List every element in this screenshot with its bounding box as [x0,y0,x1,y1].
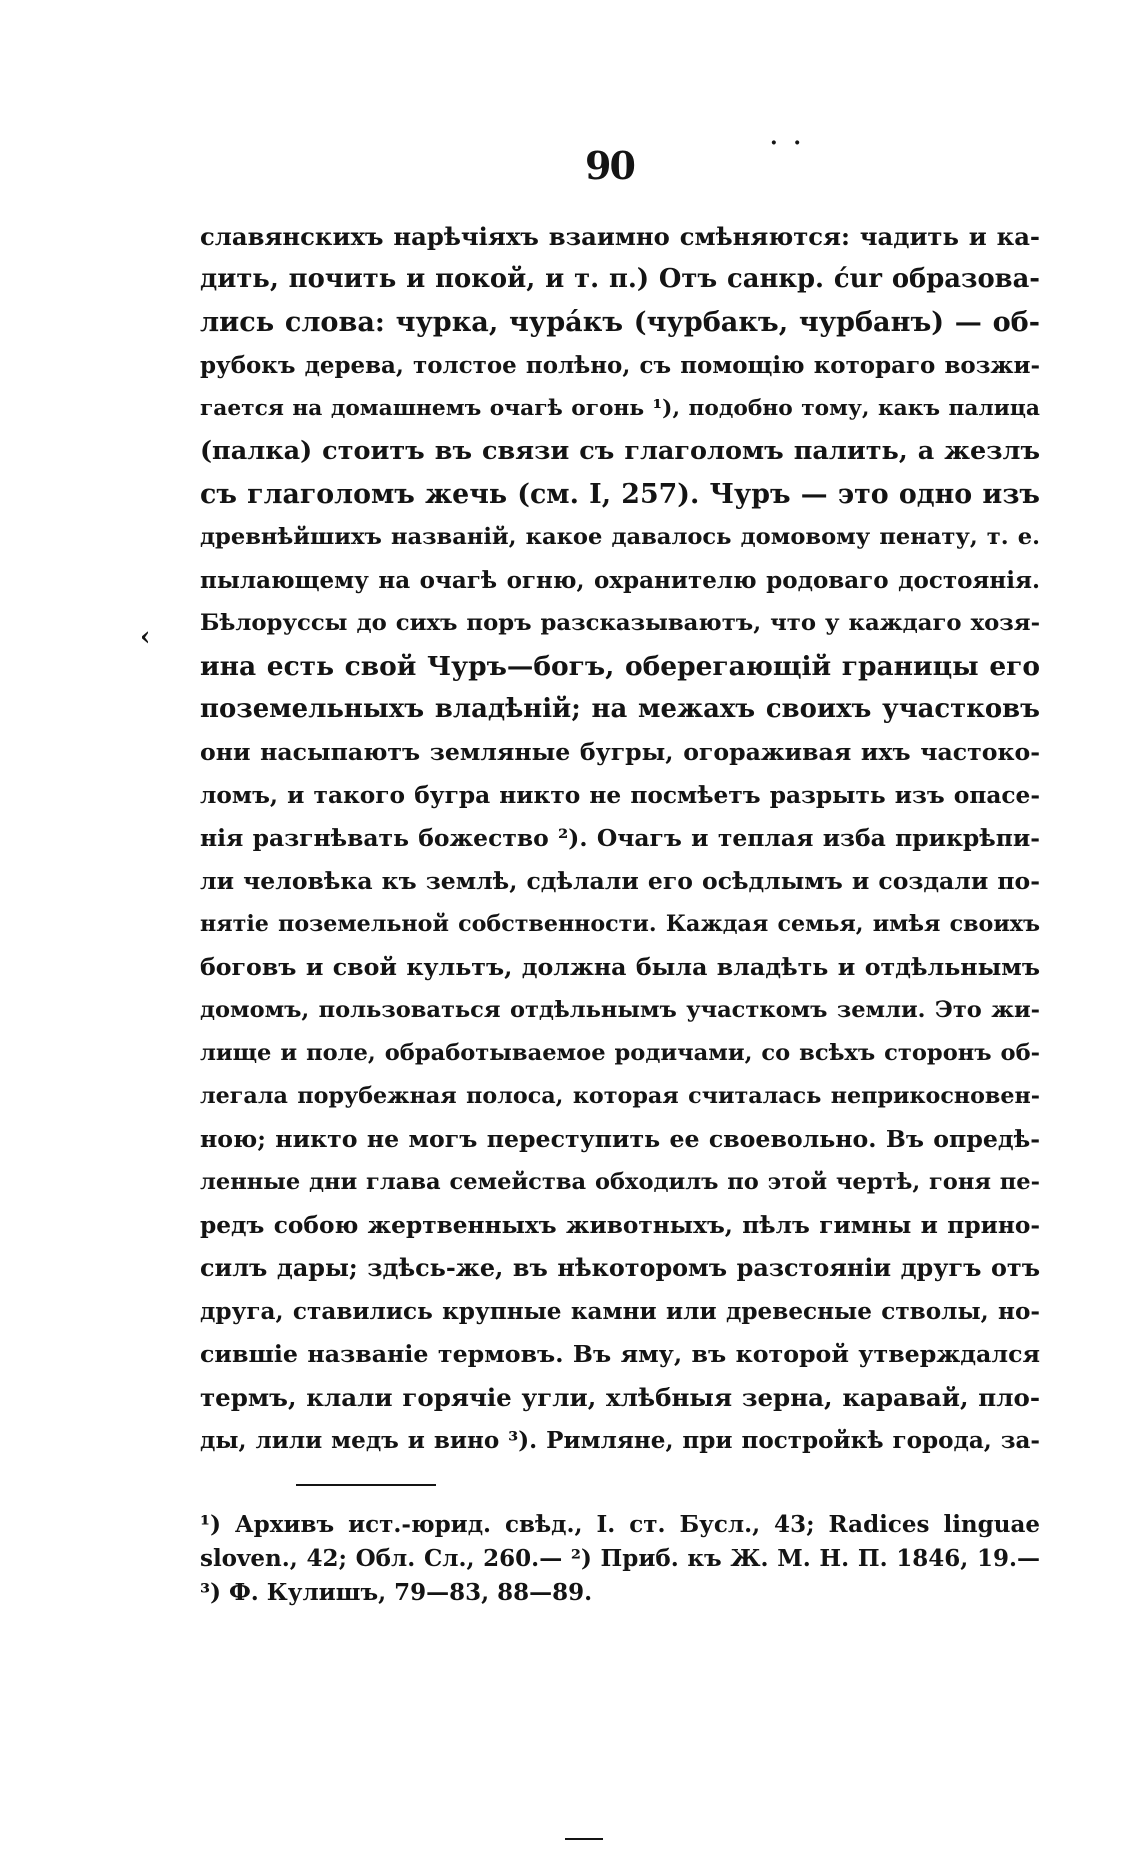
text-line: ина есть свой Чуръ—богъ, оберегающій границы его [200,651,1040,682]
text-line: сившіе названіе термовъ. Въ яму, въ которой утверждался [200,1340,1040,1368]
text-line: Бѣлоруссы до сихъ поръ разсказываютъ, что у каждаго хозя- [200,610,1040,636]
text-line: ленные дни глава семейства обходилъ по этой чертѣ, гоня пе- [200,1169,1040,1195]
text-line: редъ собою жертвенныхъ животныхъ, пѣлъ гимны и прино- [200,1212,1040,1239]
text-line: силъ дары; здѣсь-же, въ нѣкоторомъ разстояніи другъ отъ [200,1254,1040,1282]
bottom-rule [565,1838,603,1840]
text-line: гается на домашнемъ очагѣ огонь ¹), подобно тому, какъ палица [200,396,1040,421]
text-line: нятіе поземельной собственности. Каждая семья, имѣя своихъ [200,911,1040,937]
footnotes [200,1508,1040,1610]
text-line: друга, ставились крупные камни или древесные стволы, но- [200,1298,1040,1325]
text-line: лище и поле, обработываемое родичами, со всѣхъ сторонъ об- [200,1040,1040,1066]
text-line: рубокъ дерева, толстое полѣно, съ помощію котораго возжи- [200,352,1040,379]
text-line: нія разгнѣвать божество ²). Очагъ и теплая изба прикрѣпи- [200,824,1040,852]
footnote-line: ³) Ф. Кулишъ, 79—83, 88—89. [200,1579,593,1606]
text-line: домомъ, пользоваться отдѣльнымъ участкомъ земли. Это жи- [200,997,1040,1023]
text-line: лись слова: чурка, чура́къ (чурбакъ, чурбанъ) — об- [200,307,1040,338]
text-line: съ глаголомъ жечь (см. I, 257). Чуръ — это одно изъ [200,479,1040,510]
body-text [200,215,1040,1462]
footnote-separator [296,1484,436,1486]
text-line: ною; никто не могъ переступить ее своевольно. Въ опредѣ- [200,1125,1040,1153]
text-line: древнѣйшихъ названій, какое давалось домовому пенату, т. е. [200,524,1040,550]
scan-specks: · · [770,130,805,156]
text-line: пылающему на очагѣ огню, охранителю родоваго достоянія. [200,567,1040,594]
text-line: ды, лили медъ и вино ³). Римляне, при постройкѣ города, за- [200,1427,1040,1454]
text-line: поземельныхъ владѣній; на межахъ своихъ участковъ [200,694,1040,724]
text-line: дить, почить и покой, и т. п.) Отъ санкр. ćur образова- [200,264,1040,294]
footnote-line: sloven., 42; Обл. Сл., 260.— ²) Приб. къ Ж. М. Н. П. 1846, 19.— [200,1545,1040,1572]
footnote-line: ¹) Архивъ ист.-юрид. свѣд., I. ст. Бусл., 43; Radices linguae [200,1511,1040,1538]
text-line: легала порубежная полоса, которая считалась неприкосновен- [200,1083,1040,1109]
page-number: 90 [585,143,634,188]
text-line: славянскихъ нарѣчіяхъ взаимно смѣняются: чадить и ка- [200,222,1040,251]
margin-mark: ‹ [140,622,151,652]
text-line: (палка) стоитъ въ связи съ глаголомъ палить, а жезлъ [200,436,1040,466]
text-line: ли человѣка къ землѣ, сдѣлали его осѣдлымъ и создали по- [200,867,1040,895]
text-line: термъ, клали горячіе угли, хлѣбныя зерна, каравай, пло- [200,1383,1040,1412]
text-line: ломъ, и такого бугра никто не посмѣетъ разрыть изъ опасе- [200,782,1040,809]
text-line: боговъ и свой культъ, должна была владѣть и отдѣльнымъ [200,953,1040,981]
text-line: они насыпаютъ земляные бугры, огораживая ихъ частоко- [200,738,1040,766]
